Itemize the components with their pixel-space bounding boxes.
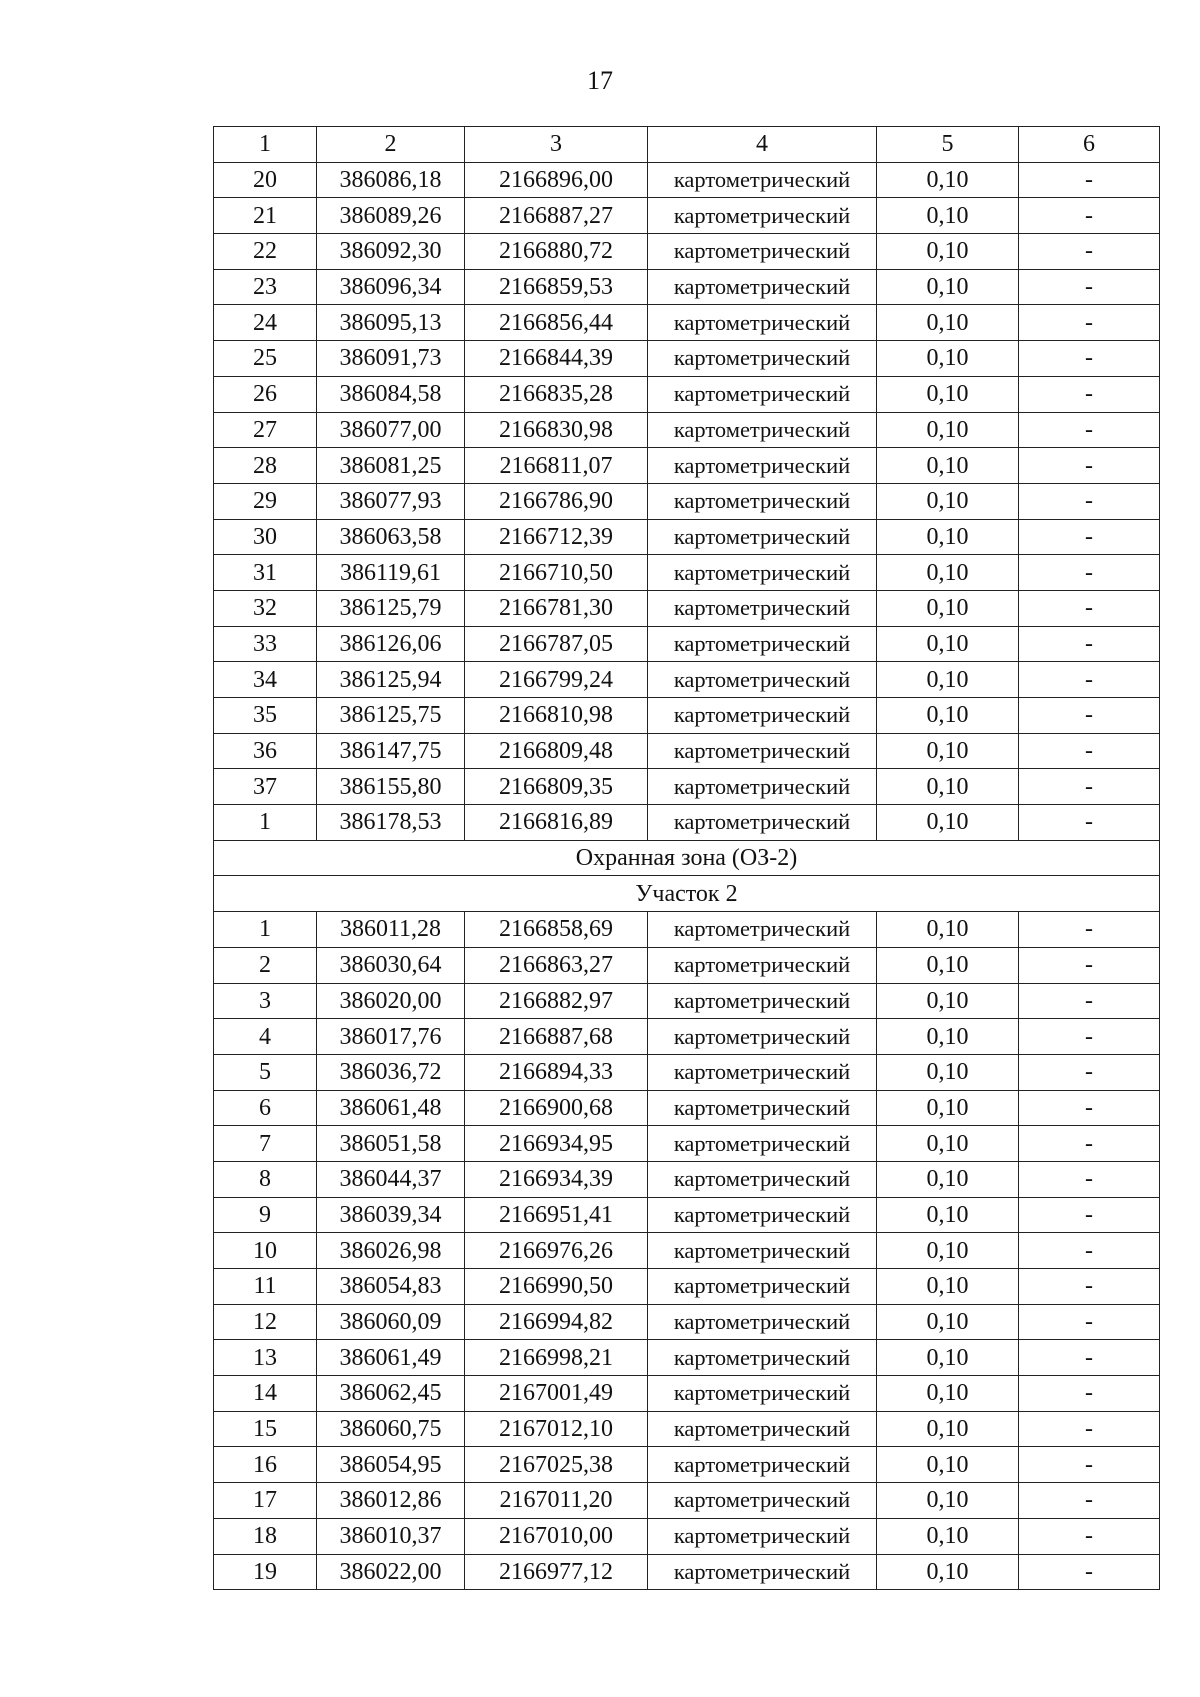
point-number-cell: 1 bbox=[214, 912, 317, 948]
point-number-cell: 11 bbox=[214, 1269, 317, 1305]
accuracy-cell: 0,10 bbox=[877, 1090, 1019, 1126]
method-cell: картометрический bbox=[648, 1554, 877, 1590]
y-coordinate-cell: 2166951,41 bbox=[465, 1197, 648, 1233]
table-row bbox=[214, 1483, 1160, 1519]
y-coordinate-cell: 2166781,30 bbox=[465, 590, 648, 626]
method-cell: картометрический bbox=[648, 198, 877, 234]
description-cell: - bbox=[1019, 376, 1160, 412]
y-coordinate-cell: 2166856,44 bbox=[465, 305, 648, 341]
table-row bbox=[214, 1269, 1160, 1305]
x-coordinate-cell: 386060,09 bbox=[317, 1304, 465, 1340]
description-cell: - bbox=[1019, 1340, 1160, 1376]
x-coordinate-cell: 386030,64 bbox=[317, 947, 465, 983]
x-coordinate-cell: 386126,06 bbox=[317, 626, 465, 662]
x-coordinate-cell: 386091,73 bbox=[317, 341, 465, 377]
description-cell: - bbox=[1019, 555, 1160, 591]
description-cell: - bbox=[1019, 1554, 1160, 1590]
table-row bbox=[214, 1554, 1160, 1590]
accuracy-cell: 0,10 bbox=[877, 234, 1019, 270]
point-number-cell: 15 bbox=[214, 1411, 317, 1447]
point-number-cell: 14 bbox=[214, 1376, 317, 1412]
accuracy-cell: 0,10 bbox=[877, 698, 1019, 734]
y-coordinate-cell: 2166934,95 bbox=[465, 1126, 648, 1162]
method-cell: картометрический bbox=[648, 983, 877, 1019]
accuracy-cell: 0,10 bbox=[877, 1161, 1019, 1197]
table-row bbox=[214, 376, 1160, 412]
point-number-cell: 36 bbox=[214, 733, 317, 769]
table-row bbox=[214, 198, 1160, 234]
coordinates-table bbox=[213, 126, 1160, 1590]
method-cell: картометрический bbox=[648, 1304, 877, 1340]
page-number: 17 bbox=[587, 66, 613, 95]
x-coordinate-cell: 386119,61 bbox=[317, 555, 465, 591]
accuracy-cell: 0,10 bbox=[877, 1269, 1019, 1305]
y-coordinate-cell: 2166858,69 bbox=[465, 912, 648, 948]
method-cell: картометрический bbox=[648, 1054, 877, 1090]
point-number-cell: 8 bbox=[214, 1161, 317, 1197]
method-cell: картометрический bbox=[648, 376, 877, 412]
table-row bbox=[214, 234, 1160, 270]
accuracy-cell: 0,10 bbox=[877, 733, 1019, 769]
accuracy-cell: 0,10 bbox=[877, 1554, 1019, 1590]
accuracy-cell: 0,10 bbox=[877, 1483, 1019, 1519]
accuracy-cell: 0,10 bbox=[877, 947, 1019, 983]
y-coordinate-cell: 2166859,53 bbox=[465, 269, 648, 305]
method-cell: картометрический bbox=[648, 1126, 877, 1162]
table-row bbox=[214, 162, 1160, 198]
point-number-cell: 20 bbox=[214, 162, 317, 198]
description-cell: - bbox=[1019, 448, 1160, 484]
y-coordinate-cell: 2166786,90 bbox=[465, 483, 648, 519]
x-coordinate-cell: 386054,83 bbox=[317, 1269, 465, 1305]
y-coordinate-cell: 2166809,48 bbox=[465, 733, 648, 769]
table-row bbox=[214, 1233, 1160, 1269]
table-row bbox=[214, 698, 1160, 734]
accuracy-cell: 0,10 bbox=[877, 626, 1019, 662]
accuracy-cell: 0,10 bbox=[877, 412, 1019, 448]
table-row bbox=[214, 1126, 1160, 1162]
point-number-cell: 16 bbox=[214, 1447, 317, 1483]
x-coordinate-cell: 386084,58 bbox=[317, 376, 465, 412]
accuracy-cell: 0,10 bbox=[877, 376, 1019, 412]
y-coordinate-cell: 2166809,35 bbox=[465, 769, 648, 805]
y-coordinate-cell: 2166863,27 bbox=[465, 947, 648, 983]
point-number-cell: 26 bbox=[214, 376, 317, 412]
method-cell: картометрический bbox=[648, 519, 877, 555]
x-coordinate-cell: 386081,25 bbox=[317, 448, 465, 484]
accuracy-cell: 0,10 bbox=[877, 662, 1019, 698]
accuracy-cell: 0,10 bbox=[877, 1340, 1019, 1376]
y-coordinate-cell: 2166811,07 bbox=[465, 448, 648, 484]
description-cell: - bbox=[1019, 912, 1160, 948]
accuracy-cell: 0,10 bbox=[877, 912, 1019, 948]
point-number-cell: 27 bbox=[214, 412, 317, 448]
x-coordinate-cell: 386061,48 bbox=[317, 1090, 465, 1126]
description-cell: - bbox=[1019, 162, 1160, 198]
table-row bbox=[214, 483, 1160, 519]
y-coordinate-cell: 2166799,24 bbox=[465, 662, 648, 698]
point-number-cell: 17 bbox=[214, 1483, 317, 1519]
accuracy-cell: 0,10 bbox=[877, 269, 1019, 305]
x-coordinate-cell: 386036,72 bbox=[317, 1054, 465, 1090]
method-cell: картометрический bbox=[648, 733, 877, 769]
y-coordinate-cell: 2166934,39 bbox=[465, 1161, 648, 1197]
y-coordinate-cell: 2167011,20 bbox=[465, 1483, 648, 1519]
point-number-cell: 13 bbox=[214, 1340, 317, 1376]
method-cell: картометрический bbox=[648, 1197, 877, 1233]
method-cell: картометрический bbox=[648, 1447, 877, 1483]
description-cell: - bbox=[1019, 1376, 1160, 1412]
description-cell: - bbox=[1019, 412, 1160, 448]
x-coordinate-cell: 386020,00 bbox=[317, 983, 465, 1019]
description-cell: - bbox=[1019, 341, 1160, 377]
method-cell: картометрический bbox=[648, 912, 877, 948]
x-coordinate-cell: 386077,93 bbox=[317, 483, 465, 519]
point-number-cell: 10 bbox=[214, 1233, 317, 1269]
y-coordinate-cell: 2166900,68 bbox=[465, 1090, 648, 1126]
x-coordinate-cell: 386077,00 bbox=[317, 412, 465, 448]
point-number-cell: 24 bbox=[214, 305, 317, 341]
description-cell: - bbox=[1019, 1411, 1160, 1447]
point-number-cell: 37 bbox=[214, 769, 317, 805]
section-title-plot: Участок 2 bbox=[214, 876, 1160, 912]
description-cell: - bbox=[1019, 198, 1160, 234]
point-number-cell: 4 bbox=[214, 1019, 317, 1055]
method-cell: картометрический bbox=[648, 1233, 877, 1269]
description-cell: - bbox=[1019, 1269, 1160, 1305]
method-cell: картометрический bbox=[648, 590, 877, 626]
description-cell: - bbox=[1019, 1197, 1160, 1233]
description-cell: - bbox=[1019, 1518, 1160, 1554]
header-cell: 6 bbox=[1019, 127, 1160, 163]
accuracy-cell: 0,10 bbox=[877, 1447, 1019, 1483]
point-number-cell: 7 bbox=[214, 1126, 317, 1162]
method-cell: картометрический bbox=[648, 162, 877, 198]
x-coordinate-cell: 386054,95 bbox=[317, 1447, 465, 1483]
x-coordinate-cell: 386039,34 bbox=[317, 1197, 465, 1233]
table-row bbox=[214, 590, 1160, 626]
x-coordinate-cell: 386125,94 bbox=[317, 662, 465, 698]
accuracy-cell: 0,10 bbox=[877, 555, 1019, 591]
header-cell: 1 bbox=[214, 127, 317, 163]
point-number-cell: 19 bbox=[214, 1554, 317, 1590]
y-coordinate-cell: 2166977,12 bbox=[465, 1554, 648, 1590]
point-number-cell: 30 bbox=[214, 519, 317, 555]
x-coordinate-cell: 386092,30 bbox=[317, 234, 465, 270]
y-coordinate-cell: 2167010,00 bbox=[465, 1518, 648, 1554]
point-number-cell: 22 bbox=[214, 234, 317, 270]
table-row bbox=[214, 519, 1160, 555]
method-cell: картометрический bbox=[648, 269, 877, 305]
y-coordinate-cell: 2166844,39 bbox=[465, 341, 648, 377]
y-coordinate-cell: 2166896,00 bbox=[465, 162, 648, 198]
table-row bbox=[214, 1197, 1160, 1233]
y-coordinate-cell: 2167001,49 bbox=[465, 1376, 648, 1412]
y-coordinate-cell: 2166835,28 bbox=[465, 376, 648, 412]
y-coordinate-cell: 2166887,68 bbox=[465, 1019, 648, 1055]
table-header-row bbox=[214, 127, 1160, 163]
method-cell: картометрический bbox=[648, 1518, 877, 1554]
method-cell: картометрический bbox=[648, 1269, 877, 1305]
accuracy-cell: 0,10 bbox=[877, 590, 1019, 626]
y-coordinate-cell: 2166787,05 bbox=[465, 626, 648, 662]
accuracy-cell: 0,10 bbox=[877, 1054, 1019, 1090]
description-cell: - bbox=[1019, 1126, 1160, 1162]
table-row bbox=[214, 1304, 1160, 1340]
method-cell: картометрический bbox=[648, 662, 877, 698]
y-coordinate-cell: 2166994,82 bbox=[465, 1304, 648, 1340]
section-title-zone: Охранная зона (ОЗ-2) bbox=[214, 840, 1160, 876]
table-row bbox=[214, 1340, 1160, 1376]
x-coordinate-cell: 386096,34 bbox=[317, 269, 465, 305]
description-cell: - bbox=[1019, 1483, 1160, 1519]
x-coordinate-cell: 386125,75 bbox=[317, 698, 465, 734]
description-cell: - bbox=[1019, 662, 1160, 698]
method-cell: картометрический bbox=[648, 1340, 877, 1376]
x-coordinate-cell: 386044,37 bbox=[317, 1161, 465, 1197]
method-cell: картометрический bbox=[648, 805, 877, 841]
table-row bbox=[214, 412, 1160, 448]
description-cell: - bbox=[1019, 698, 1160, 734]
x-coordinate-cell: 386061,49 bbox=[317, 1340, 465, 1376]
accuracy-cell: 0,10 bbox=[877, 983, 1019, 1019]
accuracy-cell: 0,10 bbox=[877, 1233, 1019, 1269]
table-row bbox=[214, 1518, 1160, 1554]
point-number-cell: 32 bbox=[214, 590, 317, 626]
method-cell: картометрический bbox=[648, 234, 877, 270]
y-coordinate-cell: 2166710,50 bbox=[465, 555, 648, 591]
description-cell: - bbox=[1019, 733, 1160, 769]
point-number-cell: 5 bbox=[214, 1054, 317, 1090]
accuracy-cell: 0,10 bbox=[877, 198, 1019, 234]
point-number-cell: 2 bbox=[214, 947, 317, 983]
table-row bbox=[214, 1054, 1160, 1090]
description-cell: - bbox=[1019, 1090, 1160, 1126]
table-row bbox=[214, 662, 1160, 698]
method-cell: картометрический bbox=[648, 1376, 877, 1412]
y-coordinate-cell: 2166882,97 bbox=[465, 983, 648, 1019]
y-coordinate-cell: 2166810,98 bbox=[465, 698, 648, 734]
table-row bbox=[214, 1161, 1160, 1197]
description-cell: - bbox=[1019, 769, 1160, 805]
point-number-cell: 6 bbox=[214, 1090, 317, 1126]
accuracy-cell: 0,10 bbox=[877, 483, 1019, 519]
section-row-zone bbox=[214, 840, 1160, 876]
table-row bbox=[214, 805, 1160, 841]
accuracy-cell: 0,10 bbox=[877, 1126, 1019, 1162]
description-cell: - bbox=[1019, 1233, 1160, 1269]
method-cell: картометрический bbox=[648, 1019, 877, 1055]
accuracy-cell: 0,10 bbox=[877, 305, 1019, 341]
accuracy-cell: 0,10 bbox=[877, 1304, 1019, 1340]
accuracy-cell: 0,10 bbox=[877, 1197, 1019, 1233]
point-number-cell: 9 bbox=[214, 1197, 317, 1233]
y-coordinate-cell: 2166830,98 bbox=[465, 412, 648, 448]
accuracy-cell: 0,10 bbox=[877, 1411, 1019, 1447]
x-coordinate-cell: 386095,13 bbox=[317, 305, 465, 341]
x-coordinate-cell: 386012,86 bbox=[317, 1483, 465, 1519]
method-cell: картометрический bbox=[648, 1411, 877, 1447]
point-number-cell: 33 bbox=[214, 626, 317, 662]
point-number-cell: 29 bbox=[214, 483, 317, 519]
table-row bbox=[214, 555, 1160, 591]
point-number-cell: 28 bbox=[214, 448, 317, 484]
y-coordinate-cell: 2166894,33 bbox=[465, 1054, 648, 1090]
y-coordinate-cell: 2166712,39 bbox=[465, 519, 648, 555]
description-cell: - bbox=[1019, 1054, 1160, 1090]
description-cell: - bbox=[1019, 234, 1160, 270]
accuracy-cell: 0,10 bbox=[877, 1518, 1019, 1554]
table-row bbox=[214, 983, 1160, 1019]
x-coordinate-cell: 386086,18 bbox=[317, 162, 465, 198]
header-cell: 2 bbox=[317, 127, 465, 163]
description-cell: - bbox=[1019, 1304, 1160, 1340]
description-cell: - bbox=[1019, 947, 1160, 983]
method-cell: картометрический bbox=[648, 483, 877, 519]
header-cell: 3 bbox=[465, 127, 648, 163]
table-row bbox=[214, 1019, 1160, 1055]
method-cell: картометрический bbox=[648, 555, 877, 591]
table-row bbox=[214, 626, 1160, 662]
description-cell: - bbox=[1019, 1447, 1160, 1483]
y-coordinate-cell: 2166990,50 bbox=[465, 1269, 648, 1305]
point-number-cell: 23 bbox=[214, 269, 317, 305]
method-cell: картометрический bbox=[648, 1161, 877, 1197]
method-cell: картометрический bbox=[648, 626, 877, 662]
x-coordinate-cell: 386062,45 bbox=[317, 1376, 465, 1412]
table-row bbox=[214, 733, 1160, 769]
method-cell: картометрический bbox=[648, 448, 877, 484]
table-row bbox=[214, 947, 1160, 983]
coordinates-table-body bbox=[214, 127, 1160, 1590]
point-number-cell: 21 bbox=[214, 198, 317, 234]
table-row bbox=[214, 912, 1160, 948]
method-cell: картометрический bbox=[648, 1090, 877, 1126]
y-coordinate-cell: 2166998,21 bbox=[465, 1340, 648, 1376]
point-number-cell: 34 bbox=[214, 662, 317, 698]
x-coordinate-cell: 386051,58 bbox=[317, 1126, 465, 1162]
point-number-cell: 18 bbox=[214, 1518, 317, 1554]
x-coordinate-cell: 386155,80 bbox=[317, 769, 465, 805]
x-coordinate-cell: 386125,79 bbox=[317, 590, 465, 626]
table-row bbox=[214, 305, 1160, 341]
point-number-cell: 25 bbox=[214, 341, 317, 377]
method-cell: картометрический bbox=[648, 947, 877, 983]
table-row bbox=[214, 1090, 1160, 1126]
x-coordinate-cell: 386017,76 bbox=[317, 1019, 465, 1055]
point-number-cell: 3 bbox=[214, 983, 317, 1019]
header-cell: 5 bbox=[877, 127, 1019, 163]
table-row bbox=[214, 1411, 1160, 1447]
description-cell: - bbox=[1019, 1019, 1160, 1055]
point-number-cell: 35 bbox=[214, 698, 317, 734]
point-number-cell: 12 bbox=[214, 1304, 317, 1340]
x-coordinate-cell: 386147,75 bbox=[317, 733, 465, 769]
point-number-cell: 31 bbox=[214, 555, 317, 591]
table-row bbox=[214, 269, 1160, 305]
description-cell: - bbox=[1019, 805, 1160, 841]
y-coordinate-cell: 2166816,89 bbox=[465, 805, 648, 841]
accuracy-cell: 0,10 bbox=[877, 769, 1019, 805]
description-cell: - bbox=[1019, 269, 1160, 305]
y-coordinate-cell: 2166887,27 bbox=[465, 198, 648, 234]
header-cell: 4 bbox=[648, 127, 877, 163]
accuracy-cell: 0,10 bbox=[877, 341, 1019, 377]
description-cell: - bbox=[1019, 1161, 1160, 1197]
section-row-plot bbox=[214, 876, 1160, 912]
x-coordinate-cell: 386060,75 bbox=[317, 1411, 465, 1447]
point-number-cell: 1 bbox=[214, 805, 317, 841]
y-coordinate-cell: 2167012,10 bbox=[465, 1411, 648, 1447]
description-cell: - bbox=[1019, 983, 1160, 1019]
method-cell: картометрический bbox=[648, 769, 877, 805]
y-coordinate-cell: 2166880,72 bbox=[465, 234, 648, 270]
x-coordinate-cell: 386022,00 bbox=[317, 1554, 465, 1590]
x-coordinate-cell: 386063,58 bbox=[317, 519, 465, 555]
table-row bbox=[214, 1447, 1160, 1483]
accuracy-cell: 0,10 bbox=[877, 805, 1019, 841]
x-coordinate-cell: 386089,26 bbox=[317, 198, 465, 234]
method-cell: картометрический bbox=[648, 698, 877, 734]
table-row bbox=[214, 341, 1160, 377]
table-row bbox=[214, 769, 1160, 805]
description-cell: - bbox=[1019, 626, 1160, 662]
accuracy-cell: 0,10 bbox=[877, 1019, 1019, 1055]
description-cell: - bbox=[1019, 305, 1160, 341]
table-row bbox=[214, 1376, 1160, 1412]
method-cell: картометрический bbox=[648, 1483, 877, 1519]
accuracy-cell: 0,10 bbox=[877, 519, 1019, 555]
table-row bbox=[214, 448, 1160, 484]
description-cell: - bbox=[1019, 590, 1160, 626]
accuracy-cell: 0,10 bbox=[877, 1376, 1019, 1412]
accuracy-cell: 0,10 bbox=[877, 448, 1019, 484]
description-cell: - bbox=[1019, 483, 1160, 519]
description-cell: - bbox=[1019, 519, 1160, 555]
y-coordinate-cell: 2166976,26 bbox=[465, 1233, 648, 1269]
method-cell: картометрический bbox=[648, 305, 877, 341]
x-coordinate-cell: 386011,28 bbox=[317, 912, 465, 948]
x-coordinate-cell: 386026,98 bbox=[317, 1233, 465, 1269]
y-coordinate-cell: 2167025,38 bbox=[465, 1447, 648, 1483]
method-cell: картометрический bbox=[648, 412, 877, 448]
x-coordinate-cell: 386178,53 bbox=[317, 805, 465, 841]
method-cell: картометрический bbox=[648, 341, 877, 377]
accuracy-cell: 0,10 bbox=[877, 162, 1019, 198]
x-coordinate-cell: 386010,37 bbox=[317, 1518, 465, 1554]
